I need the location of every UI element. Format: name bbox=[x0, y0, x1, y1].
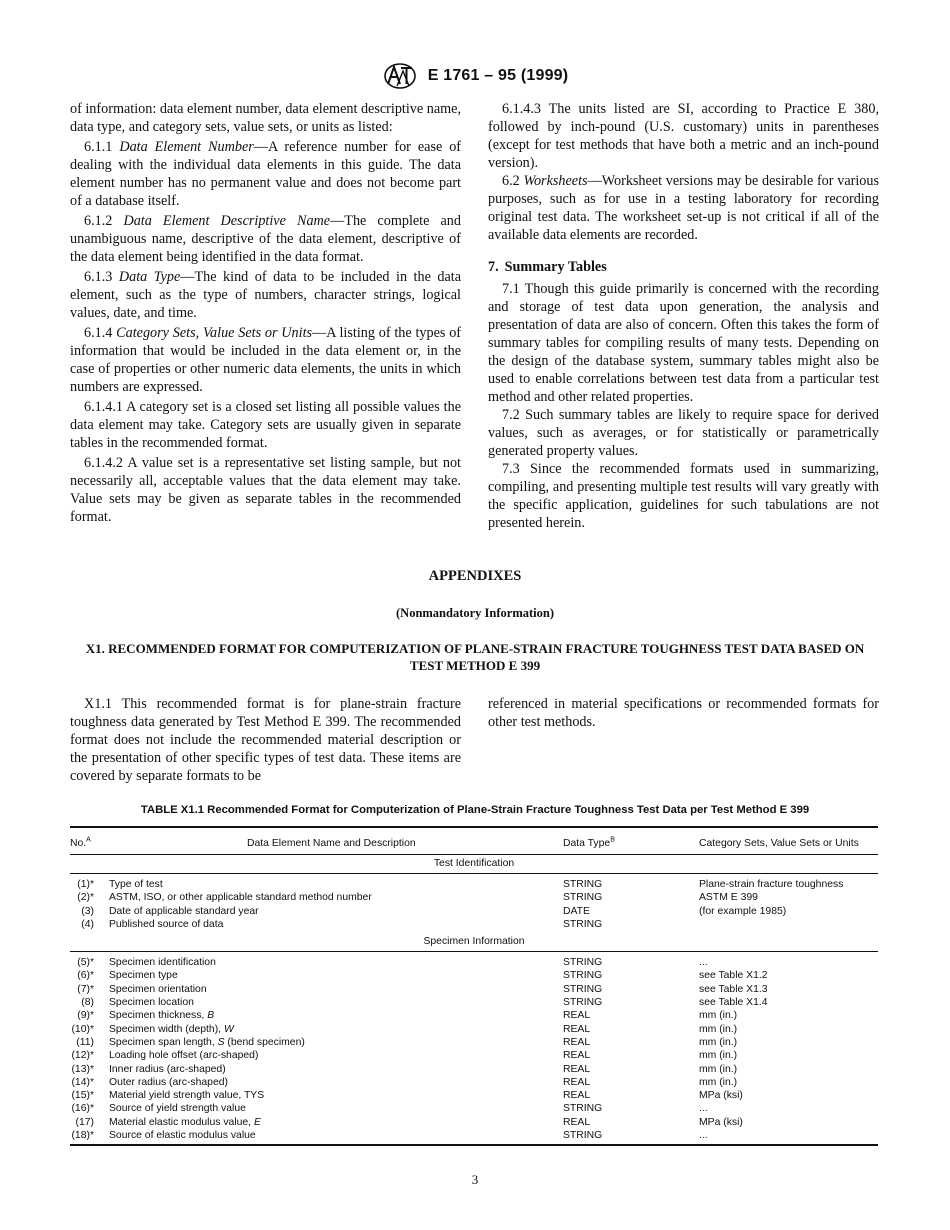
cell-name: Specimen identification bbox=[109, 957, 216, 969]
appendixes-subtitle: (Nonmandatory Information) bbox=[396, 606, 554, 620]
cell-data-type: REAL bbox=[563, 1050, 591, 1062]
cell-name: Specimen span length, S (bend specimen) bbox=[109, 1036, 305, 1048]
header-name: Data Element Name and Description bbox=[247, 838, 416, 849]
cell-name: Material elastic modulus value, E bbox=[109, 1116, 261, 1128]
table-row bbox=[70, 996, 878, 1009]
cell-no: (3) bbox=[81, 905, 94, 917]
cell-data-type: STRING bbox=[563, 1130, 603, 1142]
cell-name: Inner radius (arc-shaped) bbox=[109, 1063, 226, 1075]
cell-no: (18)* bbox=[71, 1130, 94, 1142]
cell-no: (9)* bbox=[77, 1010, 94, 1022]
table-bottom-rule bbox=[70, 1144, 878, 1146]
table-row bbox=[70, 1063, 878, 1076]
cell-name: Specimen type bbox=[109, 970, 178, 982]
cell-no: (6)* bbox=[77, 970, 94, 982]
cell-category: see Table X1.3 bbox=[699, 983, 768, 995]
paragraph-6-1-4-3: 6.1.4.3 The units listed are SI, according to Practice E 380, followed by inch-pound (U.S. customary) units in parentheses (except for test methods that have both a metric and an inch-pound version). bbox=[488, 101, 879, 171]
cell-no: (2)* bbox=[77, 892, 94, 904]
paragraph-6-1-4-1: 6.1.4.1 A category set is a closed set listing all possible values the data element may take. Category sets are usually given in separate tables in the recommended format. bbox=[70, 399, 461, 451]
cell-name: Material yield strength value, TYS bbox=[109, 1090, 265, 1102]
cell-name-variable: W bbox=[223, 1023, 234, 1035]
cell-no: (1)* bbox=[77, 879, 94, 890]
table-row bbox=[70, 969, 878, 982]
header-no: No.$^A$ bbox=[70, 836, 91, 849]
left-column bbox=[70, 100, 461, 526]
table-row bbox=[70, 956, 878, 969]
cell-data-type: STRING bbox=[563, 997, 603, 1009]
cell-category: Plane-strain fracture toughness bbox=[699, 879, 844, 890]
cell-no: (8) bbox=[81, 997, 94, 1009]
table-section-rows bbox=[70, 952, 878, 1144]
cell-data-type: STRING bbox=[563, 892, 603, 904]
cell-name: ASTM, ISO, or other applicable standard method number bbox=[109, 892, 372, 904]
cell-name: Published source of data bbox=[109, 918, 224, 930]
paragraph-6-1-2: 6.1.2 Data Element Descriptive Name—The complete and unambiguous name, descriptive of the data element, descriptive of the data element being identified in the data format. bbox=[70, 213, 461, 265]
table-section-heading: Specimen Information bbox=[70, 933, 878, 952]
cell-category: mm (in.) bbox=[699, 1076, 738, 1088]
cell-category: MPa (ksi) bbox=[699, 1116, 743, 1128]
table-row bbox=[70, 1089, 878, 1102]
table-row bbox=[70, 1036, 878, 1049]
document-designation: E 1761 – 95 (1999) bbox=[427, 67, 569, 84]
cell-category: see Table X1.4 bbox=[699, 997, 768, 1009]
cell-data-type: STRING bbox=[563, 1103, 603, 1115]
table-section-rows bbox=[70, 874, 878, 933]
intro-paragraph: of information: data element number, data element descriptive name, data type, and category sets, value sets, or units as listed: bbox=[70, 101, 462, 135]
cell-data-type: STRING bbox=[563, 879, 603, 890]
cell-data-type: DATE bbox=[563, 905, 590, 917]
x1-1-paragraph: X1.1 This recommended format is for plane-strain fracture toughness data generated by Test Method E 399. The recommended format does not include the recommended material description or the presentation of other specific types of test data. These items are covered by separate formats to be bbox=[70, 696, 461, 784]
cell-no: (14)* bbox=[71, 1076, 94, 1088]
cell-data-type: STRING bbox=[563, 918, 603, 930]
table-row bbox=[70, 1076, 878, 1089]
data-table bbox=[70, 826, 878, 1146]
cell-no: (13)* bbox=[71, 1063, 94, 1075]
table-row bbox=[70, 918, 878, 931]
cell-category: ... bbox=[699, 1103, 708, 1115]
cell-data-type: REAL bbox=[563, 1076, 591, 1088]
paragraph-7-3: 7.3 Since the recommended formats used in summarizing, compiling, and presenting multiple test results will vary greatly with the specific application, guidelines for such tabulations are not presented herein. bbox=[488, 461, 879, 531]
x1-1-paragraph-continued: referenced in material specifications or recommended formats for other test methods. bbox=[488, 696, 879, 730]
table-row bbox=[70, 891, 878, 904]
cell-no: (10)* bbox=[71, 1023, 94, 1035]
paragraph-6-1-4: 6.1.4 Category Sets, Value Sets or Units—A listing of the types of information that would be included in the data element or, in the case of properties or other numeric data elements, the units in which numbers are expressed. bbox=[70, 325, 462, 395]
paragraph-6-1-3: 6.1.3 Data Type—The kind of data to be included in the data element, such as the type of numbers, character strings, logical values, date, and time. bbox=[70, 269, 462, 321]
cell-name: Source of yield strength value bbox=[109, 1103, 246, 1115]
cell-data-type: REAL bbox=[563, 1116, 591, 1128]
cell-name: Specimen location bbox=[109, 997, 194, 1009]
cell-category: MPa (ksi) bbox=[699, 1090, 743, 1102]
header-category: Category Sets, Value Sets or Units bbox=[699, 838, 859, 849]
table-row bbox=[70, 1009, 878, 1022]
cell-category: mm (in.) bbox=[699, 1010, 738, 1022]
table-row bbox=[70, 878, 878, 891]
cell-category: ... bbox=[699, 957, 708, 969]
table-row bbox=[70, 983, 878, 996]
cell-no: (5)* bbox=[77, 957, 94, 969]
cell-no: (15)* bbox=[71, 1090, 94, 1102]
paragraph-7-2: 7.2 Such summary tables are likely to require space for derived values, such as averages, or for statistically or parametrically generated property values. bbox=[488, 407, 879, 459]
appendixes-title: APPENDIXES bbox=[428, 568, 522, 584]
cell-no: (11) bbox=[76, 1036, 94, 1048]
paragraph-6-1-1: 6.1.1 Data Element Number—A reference number for ease of dealing with the individual data elements in this guide. The data element number has no permanent value and does not become part of a database itself. bbox=[70, 139, 462, 209]
cell-no: (4) bbox=[81, 918, 94, 930]
table-row bbox=[70, 1102, 878, 1115]
table-row bbox=[70, 1116, 878, 1129]
cell-name: Source of elastic modulus value bbox=[109, 1130, 256, 1142]
cell-data-type: REAL bbox=[563, 1023, 591, 1035]
cell-data-type: REAL bbox=[563, 1090, 591, 1102]
table-row bbox=[70, 905, 878, 918]
page-header bbox=[0, 62, 950, 90]
cell-data-type: REAL bbox=[563, 1010, 591, 1022]
table-header-row bbox=[70, 828, 878, 854]
cell-name-variable: E bbox=[253, 1116, 261, 1128]
paragraph-6-1-4-2: 6.1.4.2 A value set is a representative set listing sample, but not necessarily all, acceptable values that the data element may take. Value sets may be given as separate tables in the recommended format. bbox=[70, 455, 461, 525]
astm-logo-icon bbox=[382, 62, 418, 90]
cell-name-variable: S bbox=[217, 1036, 225, 1048]
table-row bbox=[70, 1129, 878, 1142]
cell-data-type: REAL bbox=[563, 1036, 591, 1048]
paragraph-7-1: 7.1 Though this guide primarily is concerned with the recording and storage of test data upon generation, the analysis and presentation of data are also of concern. Often this takes the form of summary tables for compiling results of many tests. Depending on the design of the database system, summary tables might also be used to enable correlations between test data from a particular test method and other related properties. bbox=[488, 281, 879, 405]
cell-category: ASTM E 399 bbox=[699, 892, 758, 904]
cell-data-type: STRING bbox=[563, 970, 603, 982]
cell-name: Specimen width (depth), W bbox=[109, 1023, 234, 1035]
cell-name: Specimen orientation bbox=[109, 983, 207, 995]
cell-category: mm (in.) bbox=[699, 1050, 738, 1062]
table-row bbox=[70, 1049, 878, 1062]
x1-1-left bbox=[70, 695, 461, 785]
cell-name: Outer radius (arc-shaped) bbox=[109, 1076, 228, 1088]
table-row bbox=[70, 1023, 878, 1036]
cell-category: see Table X1.2 bbox=[699, 970, 768, 982]
cell-category: ... bbox=[699, 1130, 708, 1142]
cell-no: (17) bbox=[75, 1116, 94, 1128]
cell-name: Date of applicable standard year bbox=[109, 905, 259, 917]
cell-no: (7)* bbox=[77, 983, 94, 995]
paragraph-6-2: 6.2 Worksheets—Worksheet versions may be desirable for various purposes, such as for use in a testing laboratory for recording original test data. The worksheet set-up is not critical if all of the available data elements are recorded. bbox=[488, 173, 879, 243]
table-body bbox=[70, 855, 878, 1144]
x1-title: X1. RECOMMENDED FORMAT FOR COMPUTERIZATION OF PLANE-STRAIN FRACTURE TOUGHNESS TEST DATA BASED ON TEST METHOD E 399 bbox=[85, 641, 865, 673]
table-section-heading: Test Identification bbox=[70, 855, 878, 874]
x1-1-right bbox=[488, 695, 879, 731]
cell-data-type: STRING bbox=[563, 957, 603, 969]
cell-name: Loading hole offset (arc-shaped) bbox=[109, 1050, 259, 1062]
cell-name: Specimen thickness, B bbox=[109, 1010, 215, 1022]
cell-data-type: REAL bbox=[563, 1063, 591, 1075]
right-column bbox=[488, 100, 879, 532]
page-number: 3 bbox=[471, 1172, 479, 1187]
cell-category: mm (in.) bbox=[699, 1036, 738, 1048]
cell-category: mm (in.) bbox=[699, 1023, 738, 1035]
table-caption: TABLE X1.1 Recommended Format for Computerization of Plane-Strain Fracture Toughness Test Data per Test Method E 399 bbox=[140, 804, 810, 816]
cell-name-variable: B bbox=[207, 1010, 215, 1022]
header-type: Data Type$^B$ bbox=[563, 836, 615, 849]
cell-no: (16)* bbox=[71, 1103, 94, 1115]
cell-no: (12)* bbox=[71, 1050, 94, 1062]
section-7-heading: 7. Summary Tables bbox=[488, 259, 607, 275]
cell-category: (for example 1985) bbox=[699, 905, 787, 917]
cell-data-type: STRING bbox=[563, 983, 603, 995]
cell-name: Type of test bbox=[109, 879, 163, 890]
cell-category: mm (in.) bbox=[699, 1063, 738, 1075]
